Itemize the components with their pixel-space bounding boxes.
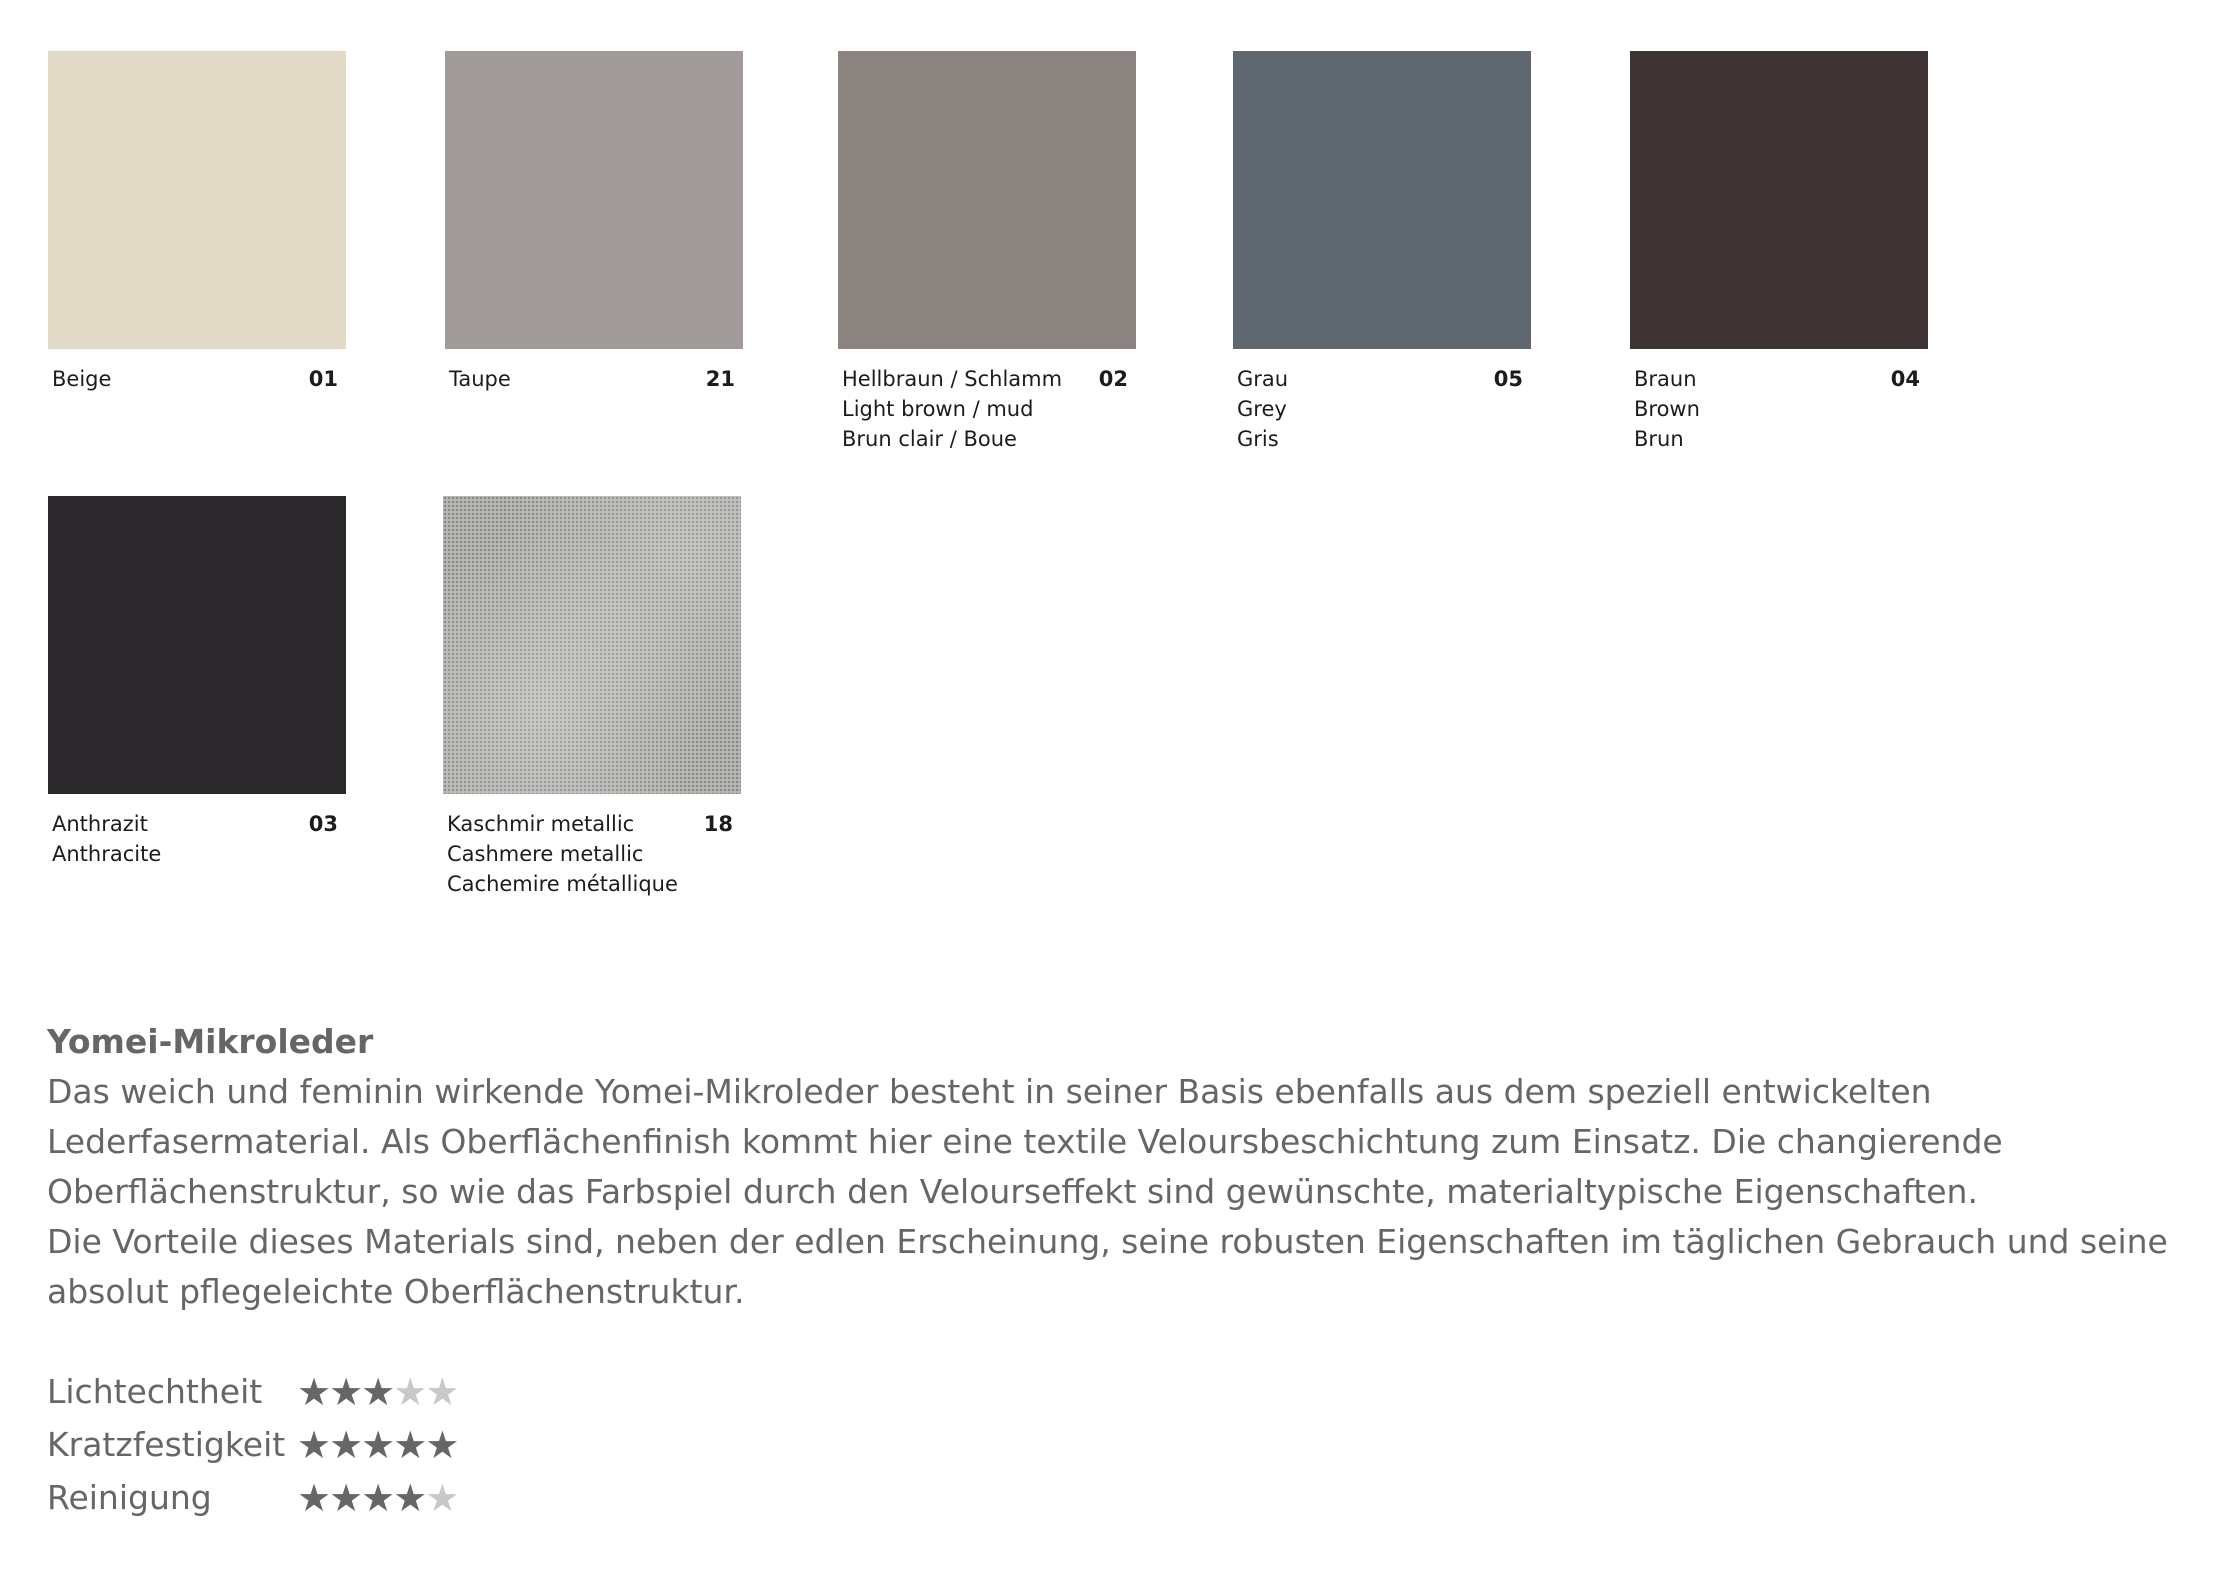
swatch-card-taupe bbox=[445, 51, 743, 394]
ratings-list bbox=[47, 1365, 457, 1524]
swatch-name: Gris bbox=[1237, 427, 1279, 451]
star-filled-icon: ★ bbox=[297, 1422, 330, 1467]
swatch-code: 04 bbox=[1890, 367, 1920, 391]
star-empty-icon: ★ bbox=[425, 1475, 458, 1520]
swatch-name: Light brown / mud bbox=[842, 397, 1034, 421]
swatch-name: Grau bbox=[1237, 367, 1289, 391]
swatch-label bbox=[1233, 364, 1531, 454]
swatch-code: 02 bbox=[1098, 367, 1128, 391]
swatch-card-braun bbox=[1630, 51, 1928, 454]
swatch-name: Taupe bbox=[449, 367, 511, 391]
swatch-name: Braun bbox=[1634, 367, 1697, 391]
swatch-code: 01 bbox=[308, 367, 338, 391]
star-filled-icon: ★ bbox=[297, 1475, 330, 1520]
swatch-name: Grey bbox=[1237, 397, 1287, 421]
description-line: absolut pflegeleichte Oberflächenstruktur. bbox=[47, 1272, 745, 1311]
swatch-color-kaschmir bbox=[443, 496, 741, 794]
swatch-color-taupe bbox=[445, 51, 743, 349]
swatch-code: 05 bbox=[1493, 367, 1523, 391]
swatch-code: 03 bbox=[308, 812, 338, 836]
swatch-card-hellbraun bbox=[838, 51, 1136, 454]
star-filled-icon: ★ bbox=[329, 1422, 362, 1467]
swatch-name: Brown bbox=[1634, 397, 1700, 421]
swatch-card-grau bbox=[1233, 51, 1531, 454]
star-filled-icon: ★ bbox=[361, 1369, 394, 1414]
swatch-label bbox=[48, 809, 346, 869]
description-line: Oberflächenstruktur, so wie das Farbspiel durch den Velourseffekt sind gewünschte, materialtypische Eigenschaften. bbox=[47, 1172, 1978, 1211]
swatch-label bbox=[838, 364, 1136, 454]
star-filled-icon: ★ bbox=[361, 1422, 394, 1467]
rating-row-lichtechtheit bbox=[47, 1365, 457, 1418]
swatch-name: Beige bbox=[52, 367, 112, 391]
swatch-color-beige bbox=[48, 51, 346, 349]
star-filled-icon: ★ bbox=[329, 1369, 362, 1414]
rating-label: Lichtechtheit bbox=[47, 1372, 263, 1411]
swatch-name: Cashmere metallic bbox=[447, 842, 644, 866]
star-rating bbox=[297, 1476, 457, 1520]
swatch-name: Cachemire métallique bbox=[447, 872, 678, 896]
swatch-card-kaschmir bbox=[443, 496, 741, 899]
rating-label: Kratzfestigkeit bbox=[47, 1425, 286, 1464]
star-rating bbox=[297, 1370, 457, 1414]
swatch-card-beige bbox=[48, 51, 346, 394]
swatch-card-anthrazit bbox=[48, 496, 346, 869]
swatch-code: 18 bbox=[703, 812, 733, 836]
rating-row-reinigung bbox=[47, 1471, 457, 1524]
swatch-name: Brun bbox=[1634, 427, 1684, 451]
swatch-label bbox=[443, 809, 741, 899]
description-line: Die Vorteile dieses Materials sind, neben der edlen Erscheinung, seine robusten Eigenschaften im täglichen Gebrauch und seine bbox=[47, 1222, 2168, 1261]
swatch-label bbox=[445, 364, 743, 394]
swatch-code: 21 bbox=[705, 367, 735, 391]
star-empty-icon: ★ bbox=[425, 1369, 458, 1414]
material-description bbox=[47, 1017, 2207, 1317]
swatch-name: Anthracite bbox=[52, 842, 162, 866]
swatch-name: Anthrazit bbox=[52, 812, 148, 836]
rating-row-kratzfestigkeit bbox=[47, 1418, 457, 1471]
swatch-color-hellbraun bbox=[838, 51, 1136, 349]
star-filled-icon: ★ bbox=[329, 1475, 362, 1520]
star-filled-icon: ★ bbox=[361, 1475, 394, 1520]
star-filled-icon: ★ bbox=[297, 1369, 330, 1414]
star-filled-icon: ★ bbox=[393, 1422, 426, 1467]
swatch-name: Kaschmir metallic bbox=[447, 812, 635, 836]
star-filled-icon: ★ bbox=[425, 1422, 458, 1467]
rating-label: Reinigung bbox=[47, 1478, 212, 1517]
swatch-color-braun bbox=[1630, 51, 1928, 349]
star-empty-icon: ★ bbox=[393, 1369, 426, 1414]
description-line: Lederfasermaterial. Als Oberflächenfinish kommt hier eine textile Veloursbeschichtung zum Einsatz. Die changierende bbox=[47, 1122, 2003, 1161]
swatch-label bbox=[1630, 364, 1928, 454]
star-rating bbox=[297, 1423, 457, 1467]
swatch-color-grau bbox=[1233, 51, 1531, 349]
description-line: Das weich und feminin wirkende Yomei-Mikroleder besteht in seiner Basis ebenfalls aus dem speziell entwickelten bbox=[47, 1072, 1932, 1111]
star-filled-icon: ★ bbox=[393, 1475, 426, 1520]
swatch-label bbox=[48, 364, 346, 394]
material-title: Yomei-Mikroleder bbox=[47, 1022, 374, 1061]
swatch-name: Brun clair / Boue bbox=[842, 427, 1017, 451]
swatch-name: Hellbraun / Schlamm bbox=[842, 367, 1063, 391]
swatch-color-anthrazit bbox=[48, 496, 346, 794]
